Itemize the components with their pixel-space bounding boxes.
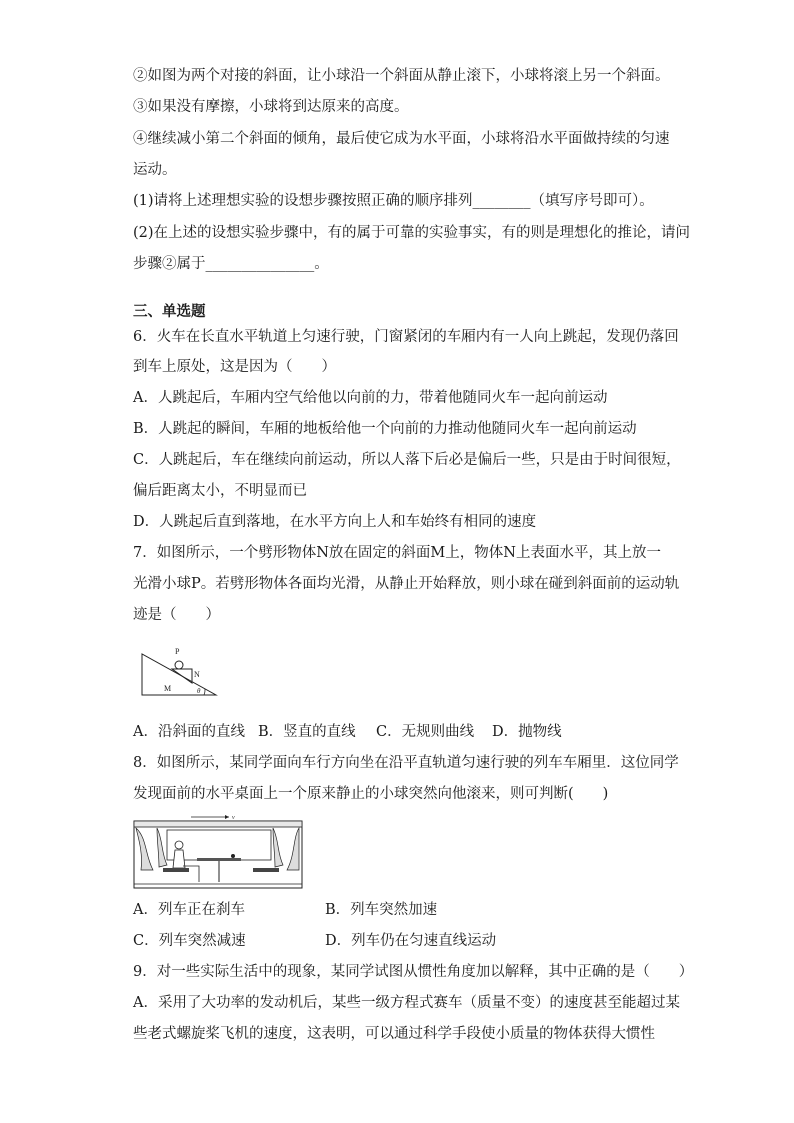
q8-option-d: D．列车仍在匀速直线运动 bbox=[325, 933, 497, 949]
part1-question-1: (1)请将上述理想实验的设想步骤按照正确的顺序排列________（填写序号即可）。 bbox=[133, 193, 654, 209]
label-n: N bbox=[194, 670, 200, 679]
label-p: P bbox=[175, 647, 180, 656]
label-theta: θ bbox=[197, 687, 201, 695]
q7-stem-2: 光滑小球P。若劈形物体各面均光滑，从静止开始释放，则小球在碰到斜面前的运动轨 bbox=[133, 576, 680, 592]
q6-option-b: B．人跳起的瞬间，车厢的地板给他一个向前的力推动他随同火车一起向前运动 bbox=[133, 421, 637, 437]
q8-option-c: C．列车突然减速 bbox=[133, 933, 246, 949]
q9-option-a-2: 些老式螺旋桨飞机的速度，这表明，可以通过科学手段使小质量的物体获得大惯性 bbox=[133, 1026, 655, 1042]
q7-stem-3: 迹是（ ） bbox=[133, 607, 220, 623]
q7-option-c: C．无规则曲线 bbox=[376, 724, 475, 740]
q8-option-b: B．列车突然加速 bbox=[325, 902, 438, 918]
q6-stem-1: 6．火车在长直水平轨道上匀速行驶，门窗紧闭的车厢内有一人向上跳起，发现仍落回 bbox=[133, 329, 679, 345]
q6-stem-2: 到车上原处，这是因为（ ） bbox=[133, 359, 336, 375]
part1-line-1: ②如图为两个对接的斜面，让小球沿一个斜面从静止滚下，小球将滚上另一个斜面。 bbox=[133, 68, 670, 84]
label-m: M bbox=[164, 684, 172, 693]
q6-option-d: D．人跳起后直到落地，在水平方向上人和车始终有相同的速度 bbox=[133, 514, 537, 530]
part1-question-2: (2)在上述的设想实验步骤中，有的属于可靠的实验事实，有的则是理想化的推论，请问 bbox=[133, 225, 691, 241]
part1-line-2: ③如果没有摩擦，小球将到达原来的高度。 bbox=[133, 99, 409, 115]
q7-option-a: A．沿斜面的直线 bbox=[133, 724, 245, 740]
q7-stem-1: 7．如图所示，一个劈形物体N放在固定的斜面M上，物体N上表面水平，其上放一 bbox=[133, 545, 661, 561]
q7-incline-figure bbox=[138, 645, 222, 699]
q8-stem-2: 发现面前的水平桌面上一个原来静止的小球突然向他滚来，则可判断( ) bbox=[133, 786, 609, 802]
q9-option-a-1: A．采用了大功率的发动机后，某些一级方程式赛车（质量不变）的速度甚至能超过某 bbox=[133, 995, 680, 1011]
q8-train-cabin-figure bbox=[133, 810, 303, 890]
part1-question-2-cont: 步骤②属于_______________。 bbox=[133, 256, 329, 272]
part1-line-3: ④继续减小第二个斜面的倾角，最后使它成为水平面，小球将沿水平面做持续的匀速 bbox=[133, 131, 670, 147]
section-title: 三、单选题 bbox=[133, 304, 206, 320]
q6-option-c-2: 偏后距离太小，不明显而已 bbox=[133, 483, 307, 499]
q6-option-a: A．人跳起后，车厢内空气给他以向前的力，带着他随同火车一起向前运动 bbox=[133, 390, 608, 406]
velocity-label: v bbox=[232, 815, 235, 821]
q9-stem: 9．对一些实际生活中的现象，某同学试图从惯性角度加以解释，其中正确的是（ ） bbox=[133, 964, 694, 980]
q7-option-b: B．竖直的直线 bbox=[258, 724, 356, 740]
q8-option-a: A．列车正在刹车 bbox=[133, 902, 245, 918]
part1-line-4: 运动。 bbox=[133, 162, 177, 178]
q7-option-d: D．抛物线 bbox=[492, 724, 562, 740]
ball-icon bbox=[231, 854, 235, 858]
ball-p-icon bbox=[175, 661, 183, 669]
q8-stem-1: 8．如图所示，某同学面向车行方向坐在沿平直轨道匀速行驶的列车车厢里．这位同学 bbox=[133, 755, 679, 771]
q6-option-c-1: C．人跳起后，车在继续向前运动，所以人落下后必是偏后一些，只是由于时间很短， bbox=[133, 452, 681, 468]
